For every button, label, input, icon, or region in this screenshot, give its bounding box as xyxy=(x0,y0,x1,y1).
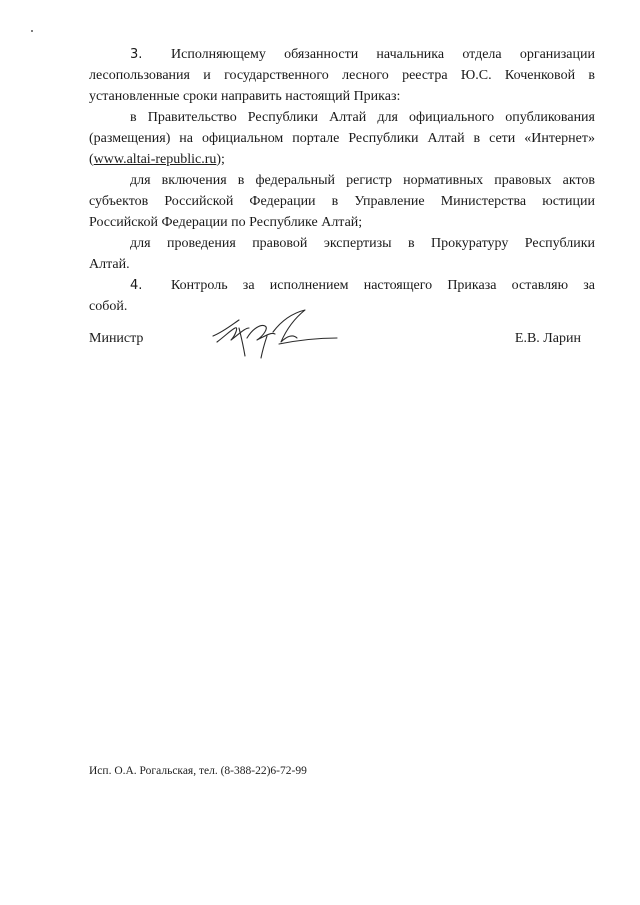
item-3-line-1: 3. Исполняющему обязанности начальника отдела организации xyxy=(89,44,595,65)
signature-block xyxy=(89,328,595,368)
signatory-name: Е.В. Ларин xyxy=(514,331,581,346)
portal-link[interactable]: www.altai-republic.ru xyxy=(93,152,217,167)
handwritten-signature xyxy=(209,306,339,362)
recipient-government-line-2: (размещения) на официальном портале Республики Алтай в сети «Интернет» xyxy=(89,131,595,146)
item-4-number: 4. xyxy=(130,278,143,293)
recipient-government-line-3: (www.altai-republic.ru); xyxy=(89,152,225,167)
item-4-line-1: 4. Контроль за исполнением настоящего Приказа оставляю за xyxy=(89,275,595,296)
recipient-government-line-1: в Правительство Республики Алтай для официального опубликования xyxy=(130,110,595,125)
recipient-prosecutor-line-2: Алтай. xyxy=(89,257,130,272)
recipient-federal-register-line-2: субъектов Российской Федерации в Управление Министерства юстиции xyxy=(89,194,595,209)
document-body xyxy=(89,44,595,317)
recipient-federal-register-line-3: Российской Федерации по Республике Алтай; xyxy=(89,215,363,230)
item-3-number: 3. xyxy=(130,47,143,62)
executor-contact: Исп. О.А. Рогальская, тел. (8-388-22)6-72-99 xyxy=(89,765,307,777)
item-3-line-2: лесопользования и государственного лесного реестра Ю.С. Коченковой в xyxy=(89,68,595,83)
recipient-federal-register-line-1: для включения в федеральный регистр нормативных правовых актов xyxy=(130,173,595,188)
item-4-line-2: собой. xyxy=(89,299,128,314)
recipient-prosecutor-line-1: для проведения правовой экспертизы в Прокуратуру Республики xyxy=(130,236,595,251)
item-3-line-3: установленные сроки направить настоящий Приказ: xyxy=(89,89,401,104)
signatory-position: Министр xyxy=(89,331,144,346)
scan-speck xyxy=(31,30,33,32)
